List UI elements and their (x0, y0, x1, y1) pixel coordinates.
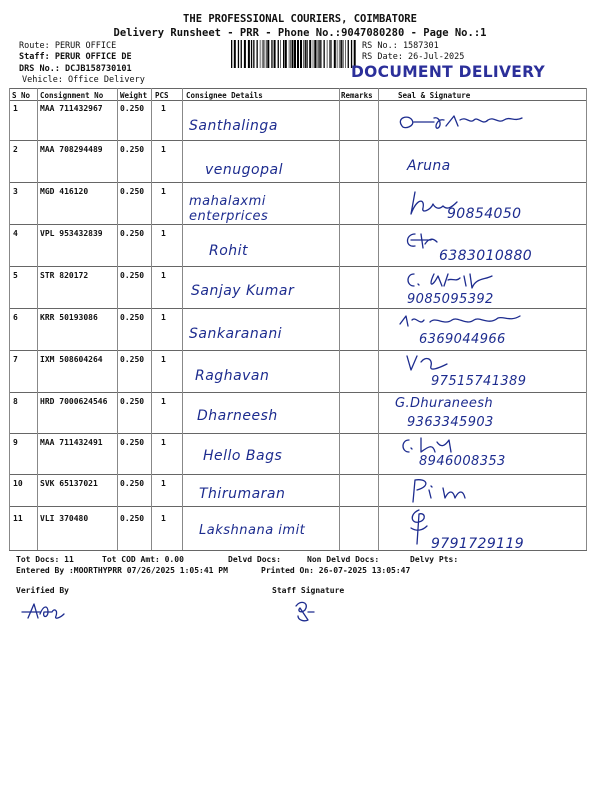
staff-label: Staff: PERUR OFFICE DE (19, 52, 132, 62)
row-sno: 10 (13, 479, 23, 488)
row-phone: 8946008353 (419, 454, 506, 469)
runsheet-subtitle: Delivery Runsheet - PRR - Phone No.:9047080280 - Page No.:1 (113, 27, 487, 39)
row-phone: 9085095392 (407, 292, 494, 307)
row-consignee: Thirumaran (199, 486, 286, 502)
row-pcs: 1 (161, 229, 166, 238)
vehicle-label: Vehicle: Office Delivery (22, 75, 145, 85)
row-sno: 2 (13, 145, 18, 154)
row-consignment: MGD 416120 (40, 187, 89, 196)
row-phone: 9363345903 (407, 415, 494, 430)
row-pcs: 1 (161, 438, 166, 447)
total-docs: Tot Docs: 11 (16, 555, 74, 564)
row-sno: 1 (13, 104, 18, 113)
signature-stamp (394, 108, 544, 138)
row-sno: 6 (13, 313, 18, 322)
col-weight-header: Weight (120, 91, 148, 100)
printed-on: Printed On: 26-07-2025 13:05:47 (261, 566, 411, 575)
route-label: Route: PERUR OFFICE (19, 41, 117, 51)
row-phone: 6383010880 (439, 248, 533, 264)
row-weight: 0.250 (120, 187, 145, 196)
row-seal-signature: G.Dhuraneesh (395, 396, 494, 411)
total-cod-amount: Tot COD Amt: 0.00 (102, 555, 184, 564)
company-title: THE PROFESSIONAL COURIERS, COIMBATORE (183, 13, 417, 25)
row-weight: 0.250 (120, 145, 145, 154)
row-weight: 0.250 (120, 313, 145, 322)
document-delivery-stamp: DOCUMENT DELIVERY (351, 62, 546, 82)
entered-by: Entered By :MOORTHYPRR 07/26/2025 1:05:41 PM (16, 566, 228, 575)
staff-signature-label: Staff Signature (272, 586, 345, 595)
row-sno: 9 (13, 438, 18, 447)
row-consignee: Raghavan (195, 368, 270, 384)
delivery-points: Delvy Pts: (410, 555, 459, 564)
col-consignee-header: Consignee Details (186, 91, 263, 100)
verified-by-label: Verified By (16, 586, 69, 595)
row-weight: 0.250 (120, 229, 145, 238)
row-weight: 0.250 (120, 271, 145, 280)
row-consignment: HRD 7000624546 (40, 397, 108, 406)
row-pcs: 1 (161, 145, 166, 154)
row-weight: 0.250 (120, 397, 145, 406)
row-consignee: Sankaranani (189, 326, 283, 342)
row-consignee: Sanjay Kumar (191, 283, 295, 299)
row-pcs: 1 (161, 514, 166, 523)
row-consignee: Santhalinga (189, 118, 278, 134)
row-pcs: 1 (161, 313, 166, 322)
drs-number: DRS No.: DCJB158730101 (19, 64, 132, 74)
col-consignment-header: Consignment No (40, 91, 104, 100)
signature-stamp (394, 312, 524, 330)
row-pcs: 1 (161, 104, 166, 113)
runsheet-table (9, 88, 587, 550)
row-consignee: Rohit (209, 243, 249, 259)
row-consignment: VPL 953432839 (40, 229, 103, 238)
row-consignee: mahalaxmi enterprices (189, 194, 269, 224)
row-weight: 0.250 (120, 104, 145, 113)
col-seal-header: Seal & Signature (398, 91, 471, 100)
signature-mark (403, 352, 453, 374)
row-consignee: Lakshnana imit (199, 523, 306, 538)
col-sno-header: S No (12, 91, 31, 100)
row-weight: 0.250 (120, 438, 145, 447)
verified-signature (18, 600, 66, 622)
row-consignment: KRR 50193086 (40, 313, 98, 322)
row-phone: 97515741389 (431, 374, 527, 389)
signature-mark (404, 268, 504, 292)
row-sno: 7 (13, 355, 18, 364)
row-sno: 8 (13, 397, 18, 406)
row-weight: 0.250 (120, 514, 145, 523)
signature-mark (407, 476, 487, 504)
rs-number: RS No.: 1587301 (362, 41, 439, 51)
row-pcs: 1 (161, 479, 166, 488)
row-pcs: 1 (161, 187, 166, 196)
col-remarks-header: Remarks (341, 91, 373, 100)
row-consignment: MAA 708294489 (40, 145, 103, 154)
row-seal-signature: Aruna (407, 158, 451, 174)
row-phone: 6369044966 (419, 332, 506, 347)
col-pcs-header: PCS (155, 91, 169, 100)
row-pcs: 1 (161, 355, 166, 364)
row-consignee: Hello Bags (203, 448, 283, 464)
row-consignee: venugopal (205, 162, 283, 178)
row-weight: 0.250 (120, 479, 145, 488)
row-sno: 11 (13, 514, 23, 523)
row-consignment: IXM 508604264 (40, 355, 103, 364)
row-consignment: VLI 370480 (40, 514, 89, 523)
signature-mark (401, 230, 441, 252)
row-consignment: MAA 711432491 (40, 438, 103, 447)
rs-date: RS Date: 26-Jul-2025 (362, 52, 465, 62)
row-consignment: MAA 711432967 (40, 104, 103, 113)
staff-signature (290, 598, 318, 624)
delivered-docs: Delvd Docs: (228, 555, 281, 564)
signature-mark (399, 434, 459, 456)
non-delivered-docs: Non Delvd Docs: (307, 555, 380, 564)
row-consignee: Dharneesh (197, 408, 278, 424)
row-pcs: 1 (161, 397, 166, 406)
row-weight: 0.250 (120, 355, 145, 364)
row-sno: 5 (13, 271, 18, 280)
row-phone: 9791729119 (431, 536, 525, 552)
row-sno: 4 (13, 229, 18, 238)
barcode-image (231, 40, 356, 68)
row-phone: 90854050 (447, 206, 522, 222)
row-consignment: SVK 65137021 (40, 479, 98, 488)
row-consignment: STR 820172 (40, 271, 89, 280)
row-sno: 3 (13, 187, 18, 196)
row-pcs: 1 (161, 271, 166, 280)
